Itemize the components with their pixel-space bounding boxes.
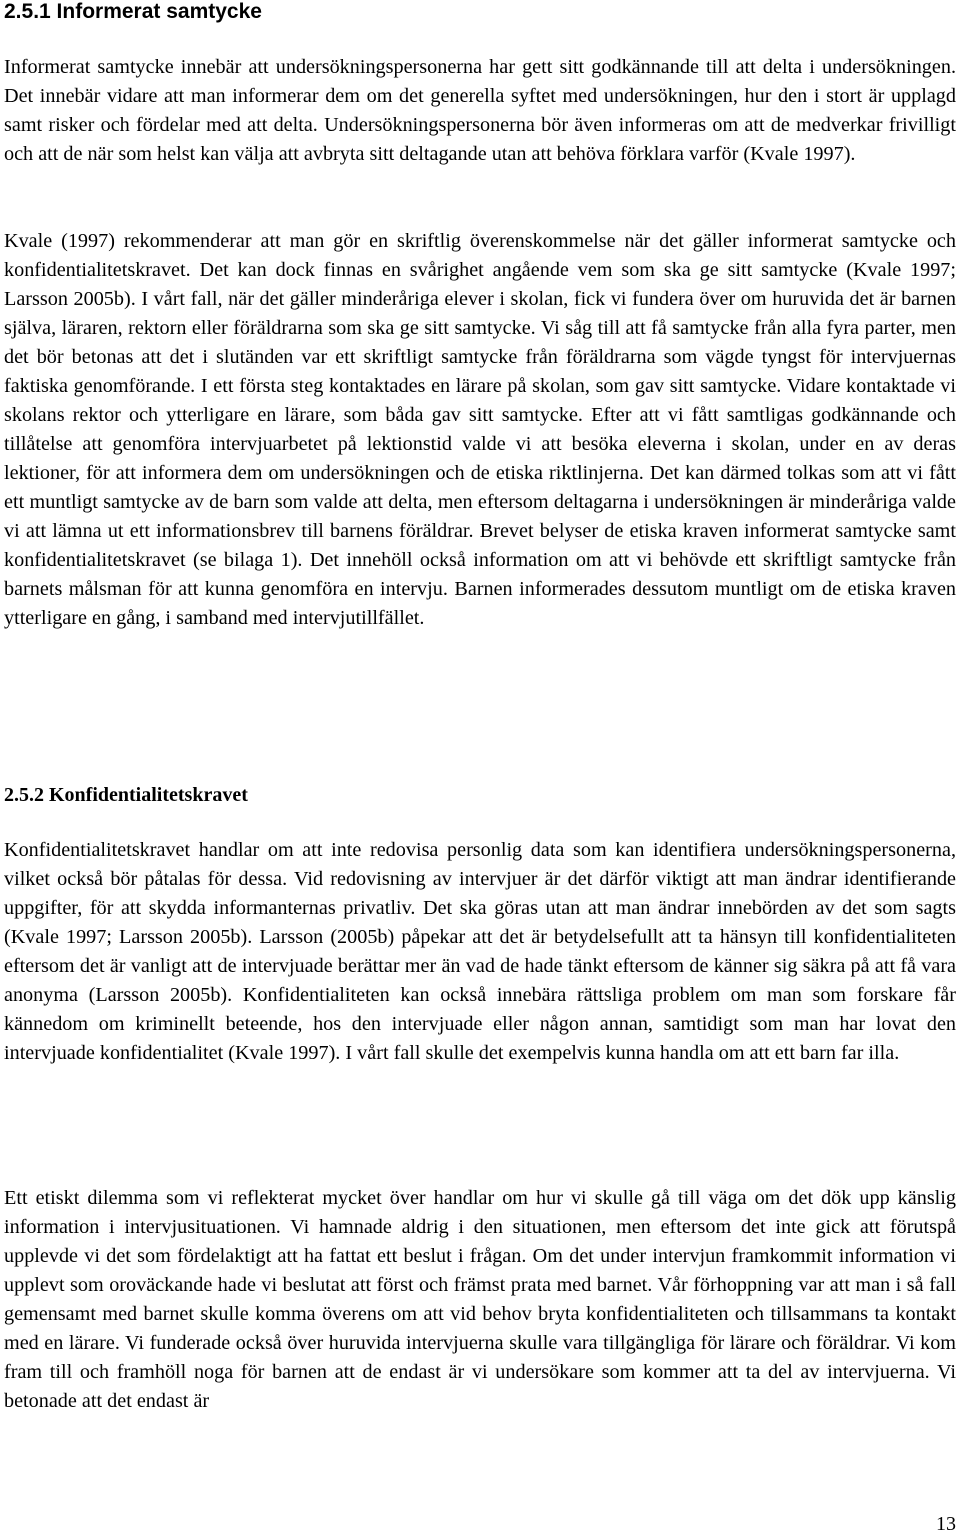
- paragraph-informerat-samtycke-kvale: Kvale (1997) rekommenderar att man gör en skriftlig överenskommelse när det gäller informerat samtycke och konfidentialitetskravet. Det kan dock finnas en svårighet angående vem som ska ge sitt samtycke (Kvale 1997; Larsson 2005b). I vårt fall, när det gäller minderåriga elever i skolan, fick vi fundera över om huruvida det är barnen själva, läraren, rektorn eller föräldrarna som ska ge sitt samtycke. Vi såg till att få samtycke från alla fyra parter, men det bör betonas att det i slutänden var ett skriftligt samtycke från föräldrarna som vägde tyngst för intervjuernas faktiska genomförande. I ett första steg kontaktades en lärare på skolan, som gav sitt samtycke. Vidare kontaktade vi skolans rektor och ytterligare en lärare, som båda gav sitt samtycke. Efter att vi fått samtligas godkännande och tillåtelse att genomföra intervjuarbetet på lektionstid valde vi att besöka eleverna i skolan, under en av deras lektioner, för att informera dem om undersökningen och de etiska riktlinjerna. Det kan därmed tolkas som att vi fått ett muntligt samtycke av de barn som valde att delta, men eftersom deltagarna i undersökningen är minderåriga valde vi att lämna ut ett informationsbrev till barnens föräldrar. Brevet belyser de etiska kraven informerat samtycke samt konfidentialitetskravet (se bilaga 1). Det innehöll också information om att vi behövde ett skriftligt samtycke från barnets målsman för att kunna genomföra en intervju. Barnen informerades dessutom muntligt om de etiska kraven ytterligare en gång, i samband med intervjutillfället.: [4, 230, 956, 629]
- paragraph-informerat-samtycke-intro: Informerat samtycke innebär att undersökningspersonerna har gett sitt godkännande till att delta i undersökningen. Det innebär vidare att man informerar dem om det generella syftet med undersökningen, hur den i stort är upplagd samt risker och fördelar med att delta. Undersökningspersonerna bör även informeras om att de medverkar frivilligt och att de när som helst kan välja att avbryta sitt deltagande utan att behöva förklara varför (Kvale 1997).: [4, 56, 956, 165]
- paragraph-etiskt-dilemma: Ett etiskt dilemma som vi reflekterat mycket över handlar om hur vi skulle gå till väga om det dök upp känslig information i intervjusituationen. Vi hamnade aldrig i den situationen, men eftersom det inte gick att förutspå upplevde vi det som fördelaktigt att ha fattat ett beslut i frågan. Om det under intervjun framkommit information vi upplevt som oroväckande hade vi beslutat att först och främst prata med barnet. Vår förhoppning var att man i så fall gemensamt med barnet skulle komma överens om att vid behov bryta konfidentialiteten och tillsammans ta kontakt med en lärare. Vi funderade också över huruvida intervjuerna skulle vara tillgängliga för lärare och föräldrar. Vi kom fram till och framhöll noga för barnen att de endast är vi undersökare som kommer att ta del av intervjuerna. Vi betonade att det endast är: [4, 1187, 956, 1412]
- section-heading-informerat-samtycke: 2.5.1 Informerat samtycke: [4, 0, 262, 23]
- section-heading-konfidentialitetskravet: 2.5.2 Konfidentialitetskravet: [4, 784, 248, 806]
- page-number: 13: [936, 1513, 956, 1535]
- paragraph-konfidentialitetskravet-intro: Konfidentialitetskravet handlar om att inte redovisa personlig data som kan identifiera undersökningspersonerna, vilket också bör påtalas för dessa. Vid redovisning av intervjuer är det därför viktigt att man ändrar identifierande uppgifter, för att skydda informanternas privatliv. Det ska göras utan att man ändrar innebörden av det som sagts (Kvale 1997; Larsson 2005b). Larsson (2005b) påpekar att det är betydelsefullt att ta hänsyn till konfidentialiteten eftersom det är vanligt att de intervjuade berättar mer än vad de hade tänkt eftersom de känner sig säkra på att få vara anonyma (Larsson 2005b). Konfidentialiteten kan också innebära rättsliga problem om man som forskare får kännedom om kriminellt beteende, hos den intervjuade eller någon annan, samtidigt som man har lovat den intervjuade konfidentialitet (Kvale 1997). I vårt fall skulle det exempelvis kunna handla om att ett barn far illa.: [4, 839, 956, 1064]
